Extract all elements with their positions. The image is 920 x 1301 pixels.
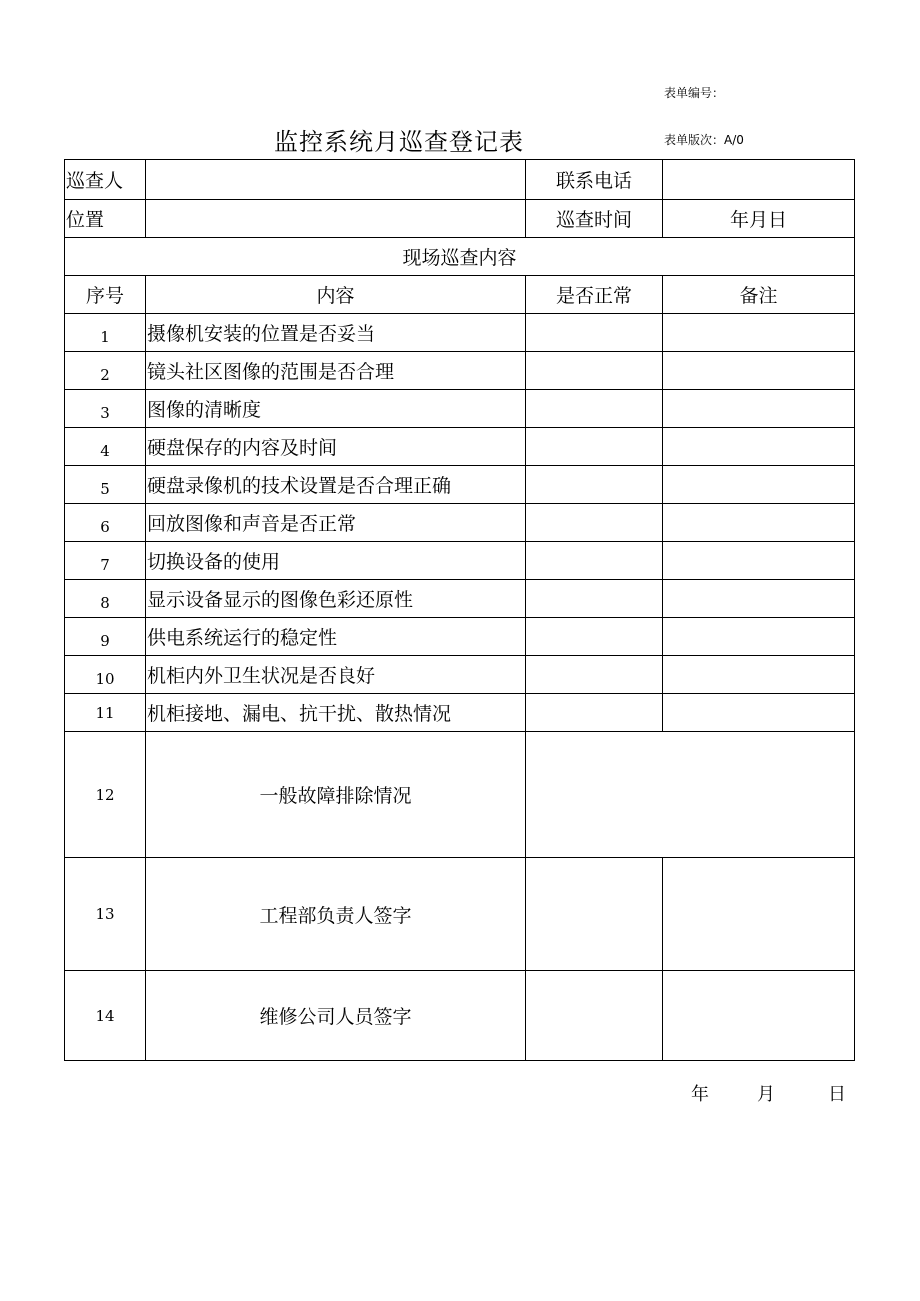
column-header-content: 内容 [146, 276, 526, 314]
row-number: 2 [65, 352, 146, 390]
row-normal-cell[interactable] [526, 618, 663, 656]
row-normal-cell[interactable] [526, 656, 663, 694]
inspector-field[interactable] [146, 160, 526, 200]
footer-year: 年 [691, 1084, 709, 1105]
inspector-row [65, 160, 855, 200]
row-number: 9 [65, 618, 146, 656]
table-row [65, 466, 855, 504]
table-row [65, 656, 855, 694]
row-number: 4 [65, 428, 146, 466]
row-content: 回放图像和声音是否正常 [146, 504, 526, 542]
column-header-normal: 是否正常 [526, 276, 663, 314]
row-number: 3 [65, 390, 146, 428]
table-row [65, 694, 855, 732]
table-row [65, 352, 855, 390]
footer-month: 月 [757, 1084, 775, 1105]
table-row [65, 314, 855, 352]
table-row [65, 428, 855, 466]
location-label: 位置 [65, 200, 146, 238]
inspection-table [64, 159, 855, 1061]
row-normal-cell[interactable] [526, 694, 663, 732]
maintenance-signature-row [65, 971, 855, 1061]
table-row [65, 618, 855, 656]
row-normal-cell[interactable] [526, 390, 663, 428]
row-number: 1 [65, 314, 146, 352]
page-title: 监控系统月巡查登记表 [274, 128, 524, 156]
column-header-no: 序号 [65, 276, 146, 314]
row-content: 一般故障排除情况 [146, 732, 526, 858]
form-version-label: 表单版次：A/0 [664, 133, 744, 147]
row-remarks-cell[interactable] [663, 466, 855, 504]
row-number: 8 [65, 580, 146, 618]
row-remarks-cell[interactable] [663, 352, 855, 390]
row-content: 供电系统运行的稳定性 [146, 618, 526, 656]
location-field[interactable] [146, 200, 526, 238]
row-number: 14 [65, 971, 146, 1061]
row-remarks-cell[interactable] [663, 504, 855, 542]
maintenance-signature-field[interactable] [526, 971, 663, 1061]
row-remarks-cell[interactable] [663, 656, 855, 694]
column-header-remarks: 备注 [663, 276, 855, 314]
table-row [65, 580, 855, 618]
row-content: 切换设备的使用 [146, 542, 526, 580]
row-remarks-cell[interactable] [663, 618, 855, 656]
row-normal-cell[interactable] [526, 352, 663, 390]
table-row [65, 542, 855, 580]
row-remarks-cell[interactable] [663, 314, 855, 352]
inspector-label: 巡查人 [65, 160, 146, 200]
row-remarks-cell[interactable] [663, 428, 855, 466]
row-content: 镜头社区图像的范围是否合理 [146, 352, 526, 390]
engineering-signature-field[interactable] [526, 858, 663, 971]
row-normal-cell[interactable] [526, 428, 663, 466]
form-number-label: 表单编号： [664, 86, 725, 100]
section-title: 现场巡查内容 [65, 238, 855, 276]
row-content: 工程部负责人签字 [146, 858, 526, 971]
location-row [65, 200, 855, 238]
phone-field[interactable] [663, 160, 855, 200]
row-normal-cell[interactable] [526, 314, 663, 352]
table-row [65, 504, 855, 542]
maintenance-signature-remarks[interactable] [663, 971, 855, 1061]
row-content: 机柜接地、漏电、抗干扰、散热情况 [146, 694, 526, 732]
engineering-signature-row [65, 858, 855, 971]
phone-label: 联系电话 [526, 160, 663, 200]
row-remarks-cell[interactable] [663, 580, 855, 618]
time-field[interactable]: 年月日 [663, 200, 855, 238]
row-number: 13 [65, 858, 146, 971]
row-content: 硬盘录像机的技术设置是否合理正确 [146, 466, 526, 504]
row-number: 7 [65, 542, 146, 580]
row-number: 5 [65, 466, 146, 504]
fault-clearance-field[interactable] [526, 732, 855, 858]
row-remarks-cell[interactable] [663, 542, 855, 580]
row-normal-cell[interactable] [526, 542, 663, 580]
row-normal-cell[interactable] [526, 580, 663, 618]
row-number: 10 [65, 656, 146, 694]
row-number: 6 [65, 504, 146, 542]
row-content: 摄像机安装的位置是否妥当 [146, 314, 526, 352]
row-content: 显示设备显示的图像色彩还原性 [146, 580, 526, 618]
row-content: 机柜内外卫生状况是否良好 [146, 656, 526, 694]
engineering-signature-remarks[interactable] [663, 858, 855, 971]
row-remarks-cell[interactable] [663, 390, 855, 428]
footer-day: 日 [828, 1084, 846, 1105]
row-normal-cell[interactable] [526, 504, 663, 542]
table-row [65, 390, 855, 428]
row-normal-cell[interactable] [526, 466, 663, 504]
column-header-row [65, 276, 855, 314]
row-content: 硬盘保存的内容及时间 [146, 428, 526, 466]
row-content: 维修公司人员签字 [146, 971, 526, 1061]
row-number: 12 [65, 732, 146, 858]
section-row [65, 238, 855, 276]
time-label: 巡查时间 [526, 200, 663, 238]
row-number: 11 [65, 694, 146, 732]
fault-clearance-row [65, 732, 855, 858]
row-content: 图像的清晰度 [146, 390, 526, 428]
row-remarks-cell[interactable] [663, 694, 855, 732]
